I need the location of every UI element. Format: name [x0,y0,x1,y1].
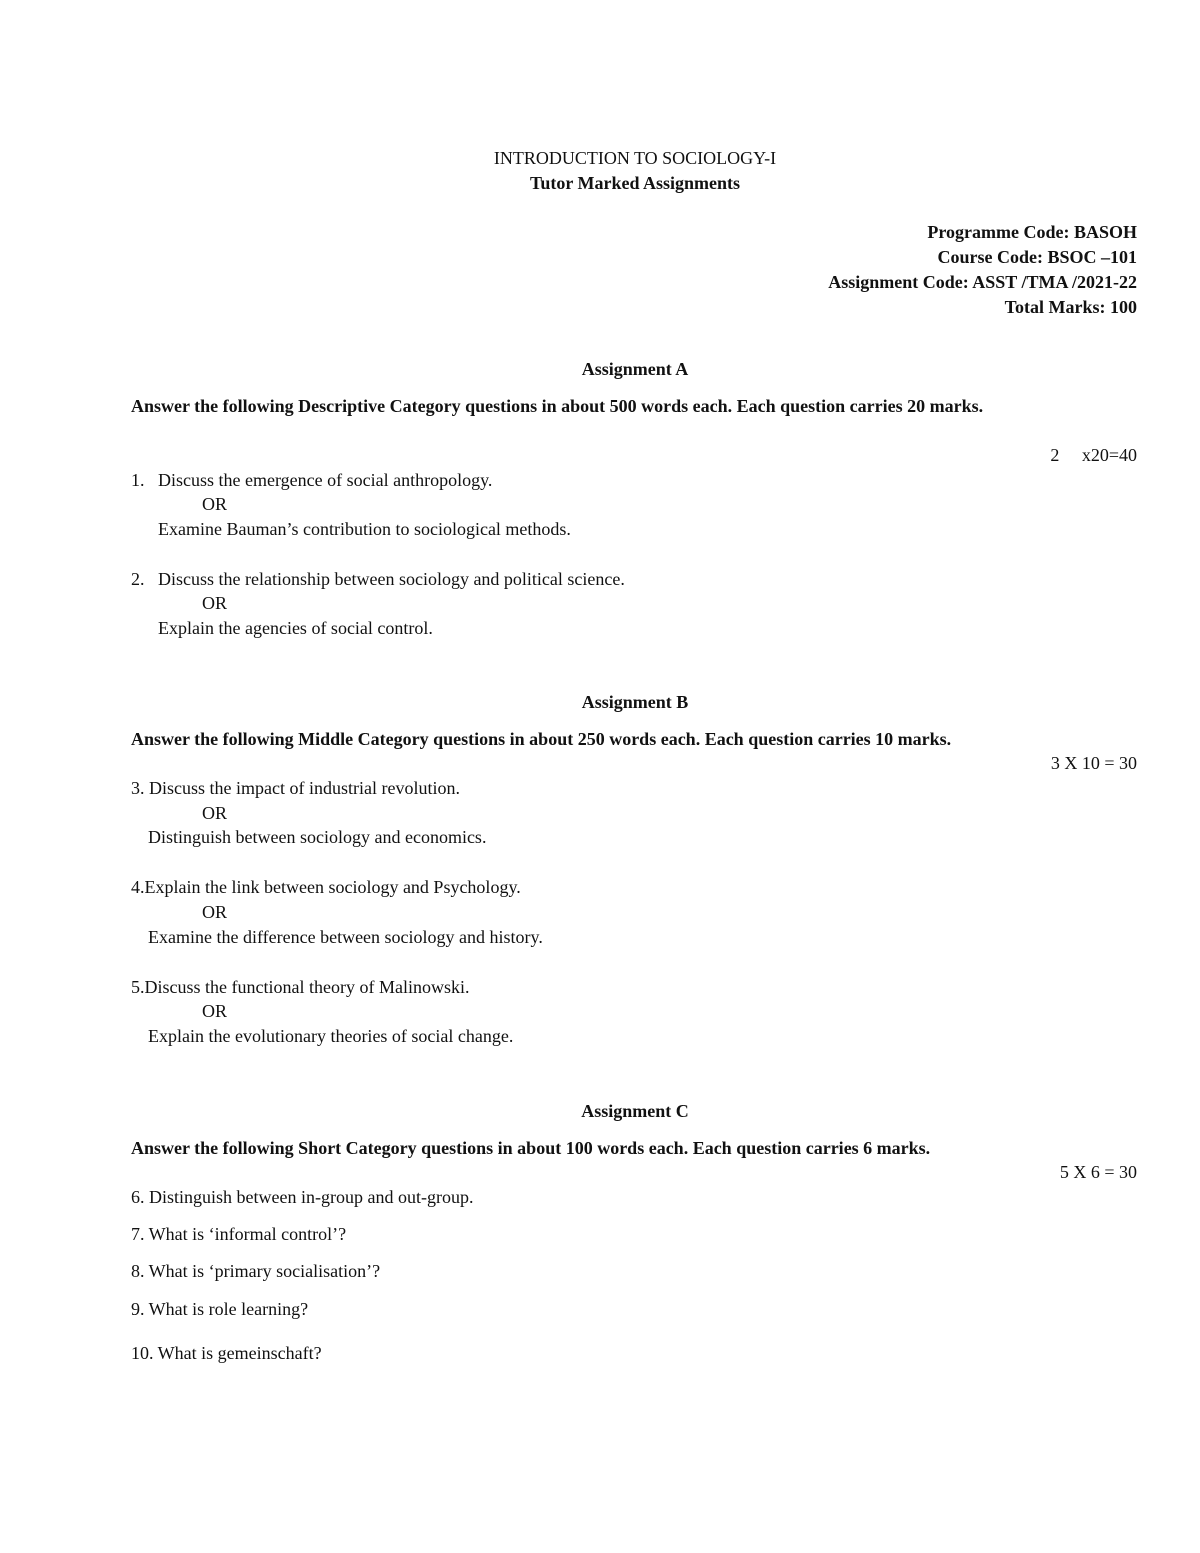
section-b-marks: 3 X 10 = 30 [1050,753,1137,773]
total-marks: Total Marks: 100 [1004,297,1137,317]
question-1-alt: Examine Bauman’s contribution to sociological methods. [158,519,571,539]
section-a-heading: Assignment A [581,359,689,379]
question-9-text: 9. What is role learning? [131,1299,309,1319]
question-2-alt: Explain the agencies of social control. [158,618,433,638]
document-subtitle: Tutor Marked Assignments [529,173,741,193]
question-1-text: Discuss the emergence of social anthropology. [158,470,493,490]
document-title: INTRODUCTION TO SOCIOLOGY-I [493,148,777,168]
question-6-text: 6. Distinguish between in-group and out-group. [131,1187,474,1207]
question-5-alt: Explain the evolutionary theories of social change. [148,1026,514,1046]
question-2-or: OR [202,593,228,613]
section-c-heading: Assignment C [581,1101,689,1121]
assignment-code: Assignment Code: ASST /TMA /2021-22 [828,272,1137,292]
question-3-alt: Distinguish between sociology and economics. [148,827,487,847]
course-code: Course Code: BSOC –101 [937,247,1137,267]
question-8-text: 8. What is ‘primary socialisation’? [131,1261,381,1281]
question-3-or: OR [202,803,228,823]
question-2-label: 2. [131,569,145,589]
question-5-text: 5.Discuss the functional theory of Malinowski. [131,977,470,997]
question-4-alt: Examine the difference between sociology and history. [148,927,543,947]
question-4-text: 4.Explain the link between sociology and Psychology. [131,877,521,897]
question-1-or: OR [202,494,228,514]
question-10-text: 10. What is gemeinschaft? [131,1343,322,1363]
programme-code: Programme Code: BASOH [927,222,1137,242]
section-a-marks: 2 x20=40 [1050,445,1137,465]
question-1-label: 1. [131,470,145,490]
question-7-text: 7. What is ‘informal control’? [131,1224,347,1244]
section-b-instruction: Answer the following Middle Category questions in about 250 words each. Each question carries 10 marks. [131,729,952,749]
question-4-or: OR [202,902,228,922]
section-b-heading: Assignment B [581,692,689,712]
section-c-instruction: Answer the following Short Category questions in about 100 words each. Each question carries 6 marks. [131,1138,931,1158]
section-c-marks: 5 X 6 = 30 [1059,1162,1137,1182]
section-a-instruction: Answer the following Descriptive Category questions in about 500 words each. Each question carries 20 marks. [131,396,984,416]
question-5-or: OR [202,1001,228,1021]
question-2-text: Discuss the relationship between sociology and political science. [158,569,625,589]
question-3-text: 3. Discuss the impact of industrial revolution. [131,778,460,798]
